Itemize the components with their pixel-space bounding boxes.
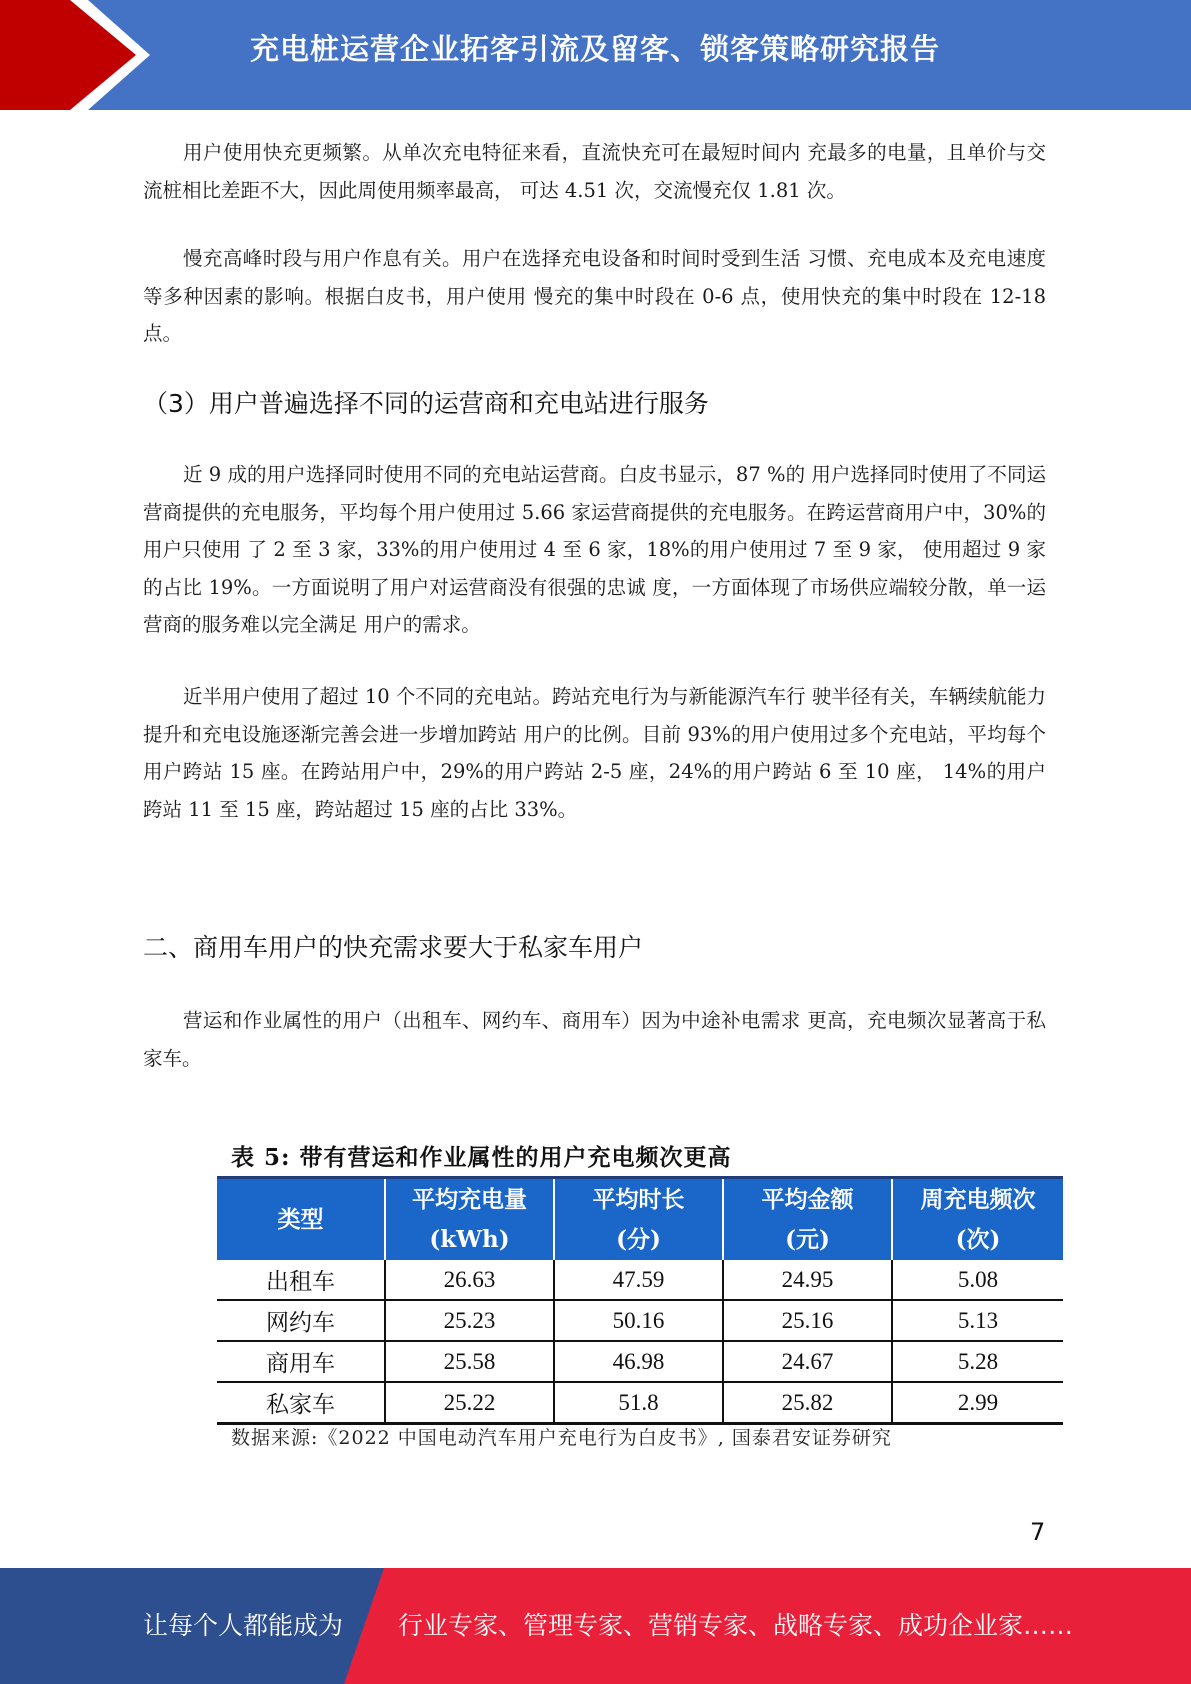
table-row — [217, 1260, 1063, 1300]
table-cell: 商用车 — [217, 1341, 385, 1382]
table-cell: 24.67 — [723, 1341, 892, 1382]
table-header-row — [217, 1178, 1063, 1261]
header-type: 类型 — [217, 1178, 385, 1261]
table-cell: 26.63 — [385, 1260, 554, 1300]
table-cell: 私家车 — [217, 1382, 385, 1424]
table-row — [217, 1382, 1063, 1424]
table-cell: 47.59 — [554, 1260, 723, 1300]
table-row — [217, 1300, 1063, 1341]
header-avg-duration: 平均时长 (分) — [554, 1178, 723, 1261]
section-heading-2: 二、商用车用户的快充需求要大于私家车用户 — [143, 933, 644, 962]
header-title: 充电桩运营企业拓客引流及留客、锁客策略研究报告 — [250, 32, 941, 66]
table-caption: 表 5: 带有营运和作业属性的用户充电频次更高 — [231, 1144, 732, 1171]
paragraph-multi-station: 近半用户使用了超过 10 个不同的充电站。跨站充电行为与新能源汽车行 驶半径有关，车辆续航能力提升和充电设施逐渐完善会进一步增加跨站 用户的比例。目前 93%的用户使用过多个充电站，平均每个用户跨站 15 座。在跨站用户中，29%的用户跨站 2-5 座，24%的用户跨站 6 至 10 座， 14%的用户跨站 11 至 15 座，跨站超过 15 座的占比 33%。 — [143, 685, 1046, 821]
table-cell: 24.95 — [723, 1260, 892, 1300]
paragraph-commercial: 营运和作业属性的用户（出租车、网约车、商用车）因为中途补电需求 更高，充电频次显著高于私家车。 — [143, 1009, 1046, 1070]
table-cell: 25.16 — [723, 1300, 892, 1341]
section-heading-3: （3）用户普遍选择不同的运营商和充电站进行服务 — [143, 389, 709, 418]
table-cell: 46.98 — [554, 1341, 723, 1382]
table-cell: 25.22 — [385, 1382, 554, 1424]
charging-frequency-table — [217, 1176, 1063, 1425]
table-cell: 5.28 — [892, 1341, 1063, 1382]
table-cell: 网约车 — [217, 1300, 385, 1341]
table-cell: 50.16 — [554, 1300, 723, 1341]
table-cell: 5.13 — [892, 1300, 1063, 1341]
paragraph-slow-charge-peak: 慢充高峰时段与用户作息有关。用户在选择充电设备和时间时受到生活 习惯、充电成本及充电速度等多种因素的影响。根据白皮书，用户使用 慢充的集中时段在 0-6 点，使用快充的集中时段在 12-18 点。 — [143, 247, 1046, 345]
table-source-note: 数据来源:《2022 中国电动汽车用户充电行为白皮书》, 国泰君安证券研究 — [231, 1427, 892, 1449]
page-footer — [0, 1568, 1191, 1684]
table-cell: 2.99 — [892, 1382, 1063, 1424]
table-cell: 51.8 — [554, 1382, 723, 1424]
paragraph-multi-operator: 近 9 成的用户选择同时使用不同的充电站运营商。白皮书显示，87 %的 用户选择同时使用了不同运营商提供的充电服务，平均每个用户使用过 5.66 家运营商提供的充电服务。在跨运营商用户中，30%的用户只使用 了 2 至 3 家，33%的用户使用过 4 至 6 家，18%的用户使用过 7 至 9 家， 使用超过 9 家的占比 19%。一方面说明了用户对运营商没有很强的忠诚 度，一方面体现了市场供应端较分散，单一运营商的服务难以完全满足 用户的需求。 — [143, 463, 1046, 636]
header-chevron-icon — [0, 0, 160, 110]
footer-slogan-right: 行业专家、管理专家、营销专家、战略专家、成功企业家…… — [398, 1611, 1074, 1640]
table-row — [217, 1341, 1063, 1382]
page-header — [0, 0, 1191, 110]
header-avg-cost: 平均金额 (元) — [723, 1178, 892, 1261]
table-cell: 5.08 — [892, 1260, 1063, 1300]
header-weekly-frequency: 周充电频次 (次) — [892, 1178, 1063, 1261]
table-cell: 25.82 — [723, 1382, 892, 1424]
table-cell: 出租车 — [217, 1260, 385, 1300]
table-cell: 25.23 — [385, 1300, 554, 1341]
header-avg-energy: 平均充电量 (kWh) — [385, 1178, 554, 1261]
footer-slogan-left: 让每个人都能成为 — [143, 1611, 344, 1640]
page-number: 7 — [1030, 1518, 1046, 1546]
paragraph-fast-charge: 用户使用快充更频繁。从单次充电特征来看，直流快充可在最短时间内 充最多的电量，且单价与交流桩相比差距不大，因此周使用频率最高， 可达 4.51 次，交流慢充仅 1.81 次。 — [143, 141, 1046, 202]
table-cell: 25.58 — [385, 1341, 554, 1382]
